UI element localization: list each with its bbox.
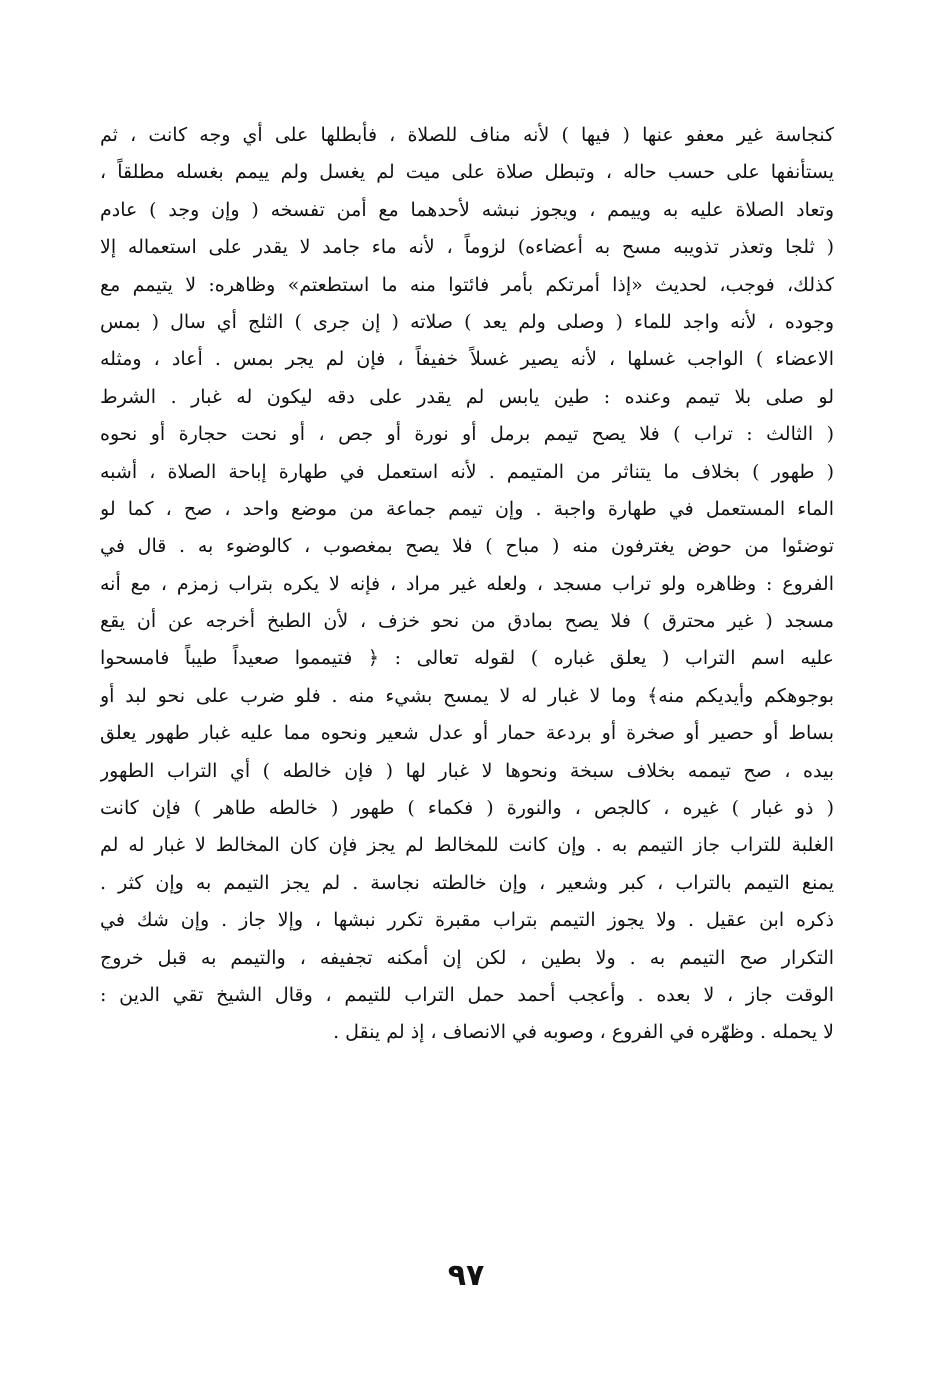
text-line-17: بساط أو حصير أو صخرة أو بردعة حمار أو عدل شعير ونحوه مما عليه غبار طهور يعلق [100, 722, 834, 745]
text-line-1: كنجاسة غير معفو عنها ( فيها ) لأنه مناف للصلاة ، فأبطلها على أي وجه كانت ، ثم [100, 124, 834, 146]
body-text [100, 117, 834, 1052]
text-line-6: وجوده ، لأنه واجد للماء ( وصلى ولم يعد ) صلاته ( إن جرى ) الثلج أي سال ( بمس [100, 310, 834, 333]
text-line-14: مسجد ( غير محترق ) فلا يصح بمادق من نحو خزف ، لأن الطبخ أخرجه عن أن يقع [100, 610, 834, 633]
text-line-13: الفروع : وظاهره ولو تراب مسجد ، ولعله غير مراد ، فإنه لا يكره بتراب زمزم ، مع أنه [100, 572, 834, 595]
text-line-12: توضئوا من حوض يغترفون منه ( مباح ) فلا يصح بمغصوب ، كالوضوء به . قال في [100, 535, 834, 558]
text-line-2: يستأنفها على حسب حاله ، وتبطل صلاة على ميت لم يغسل ولم ييمم بغسله مطلقاً ، [100, 161, 834, 184]
text-line-8: لو صلى بلا تيمم وعنده : طين يابس لم يقدر على دقه ليكون له غبار . الشرط [100, 385, 834, 408]
text-line-5: كذلك، فوجب، لحديث «إذا أمرتكم بأمر فائتوا منه ما استطعتم» وظاهره: لا يتيمم مع [100, 273, 834, 296]
text-line-4: ( ثلجا وتعذر تذويبه مسح به أعضاءه) لزوماً ، لأنه ماء جامد لا يقدر على استعماله إلا [100, 236, 834, 259]
text-line-23: التكرار صح التيمم به . ولا بطين ، لكن إن أمكنه تجفيفه ، والتيمم به قبل خروج [100, 946, 834, 969]
text-line-20: الغلبة للتراب جاز التيمم به . وإن كانت للمخالط لم يجز فإن كان المخالط لا غبار له لم [100, 834, 834, 857]
text-line-11: الماء المستعمل في طهارة واجبة . وإن تيمم جماعة من موضع واحد ، صح ، كما لو [100, 497, 834, 520]
text-line-16: بوجوهكم وأيديكم منه﴾ وما لا غبار له لا يمسح بشيء منه . فلو ضرب على نحو لبد أو [100, 684, 834, 707]
text-line-24: الوقت جاز ، لا بعده . وأعجب أحمد حمل التراب للتيمم ، وقال الشيخ تقي الدين : [100, 983, 834, 1006]
text-line-9: ( الثالث : تراب ) فلا يصح تيمم برمل أو نورة أو جص ، أو نحت حجارة أو نحوه [100, 423, 834, 446]
text-line-19: ( ذو غبار ) غيره ، كالجص ، والنورة ( فكماء ) طهور ( خالطه طاهر ) فإن كانت [100, 797, 834, 820]
text-line-21: يمنع التيمم بالتراب ، كبر وشعير ، وإن خالطته نجاسة . لم يجز التيمم به وإن كثر . [100, 871, 834, 894]
text-line-15: عليه اسم التراب ( يعلق غباره ) لقوله تعالى : ﴿ فتيمموا صعيداً طيباً فامسحوا [100, 647, 834, 670]
text-line-22: ذكره ابن عقيل . ولا يجوز التيمم بتراب مقبرة تكرر نبشها ، وإلا جاز . وإن شك في [100, 909, 834, 932]
text-line-7: الاعضاء ) الواجب غسلها ، لأنه يصير غسلاً خفيفاً ، فإن لم يجر بمس . أعاد ، ومثله [100, 348, 834, 371]
text-line-10: ( طهور ) بخلاف ما يتناثر من المتيمم . لأنه استعمل في طهارة إباحة الصلاة ، أشبه [100, 460, 834, 483]
page-number: ٩٧ [447, 1258, 485, 1293]
text-line-3: وتعاد الصلاة عليه به وييمم ، ويجوز نبشه لأحدهما مع أمن تفسخه ( وإن وجد ) عادم [100, 198, 834, 221]
text-line-25: لا يحمله . وظهّره في الفروع ، وصوبه في الانصاف ، إذ لم ينقل . [333, 1021, 834, 1044]
text-line-18: بيده ، صح تيممه بخلاف سبخة ونحوها لا غبار لها ( فإن خالطه ) أي التراب الطهور [100, 759, 834, 782]
